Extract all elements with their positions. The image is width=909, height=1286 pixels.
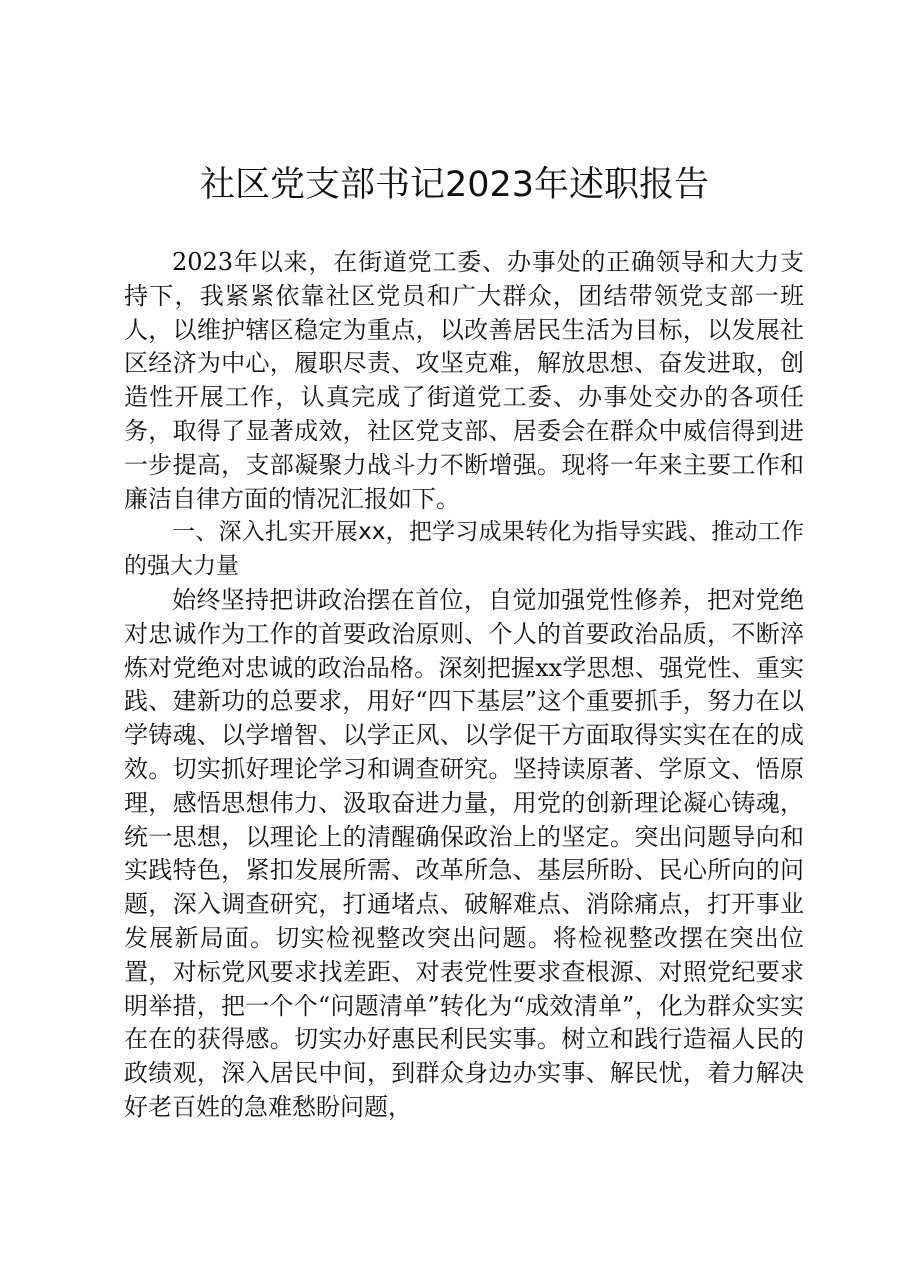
section-heading-1: 一、深入扎实开展xx，把学习成果转化为指导实践、推动工作的强大力量 [124, 519, 804, 580]
document-body [124, 246, 804, 1125]
intro-paragraph: 2023年以来，在街道党工委、办事处的正确领导和大力支持下，我紧紧依靠社区党员和广大群众，团结带领党支部一班人，以维护辖区稳定为重点，以改善居民生活为目标，以发展社区经济为中心，履职尽责、攻坚克难，解放思想、奋发进取，创造性开展工作，认真完成了街道党工委、办事处交办的各项任务，取得了显著成效，社区党支部、居委会在群众中威信得到进一步提高，支部凝聚力战斗力不断增强。现将一年来主要工作和廉洁自律方面的情况汇报如下。 [124, 248, 804, 513]
section-1-paragraph: 始终坚持把讲政治摆在首位，自觉加强党性修养，把对党绝对忠诚作为工作的首要政治原则、个人的首要政治品质，不断淬炼对党绝对忠诚的政治品格。深刻把握xx学思想、强党性、重实践、建新功的总要求，用好“四下基层”这个重要抓手，努力在以学铸魂、以学增智、以学正风、以学促干方面取得实实在在的成效。切实抓好理论学习和调查研究。坚持读原著、学原文、悟原理，感悟思想伟力、汲取奋进力量，用党的创新理论凝心铸魂，统一思想，以理论上的清醒确保政治上的坚定。突出问题导向和实践特色，紧扣发展所需、改革所急、基层所盼、民心所向的问题，深入调查研究，打通堵点、破解难点、消除痛点，打开事业发展新局面。切实检视整改突出问题。将检视整改摆在突出位置，对标党风要求找差距、对表党性要求查根源、对照党纪要求明举措，把一个个“问题清单”转化为“成效清单”，化为群众实实在在的获得感。切实办好惠民利民实事。树立和践行造福人民的政绩观，深入居民中间，到群众身边办实事、解民忧，着力解决好老百姓的急难愁盼问题， [124, 585, 804, 1121]
document-title: 社区党支部书记2023年述职报告 [199, 165, 710, 205]
